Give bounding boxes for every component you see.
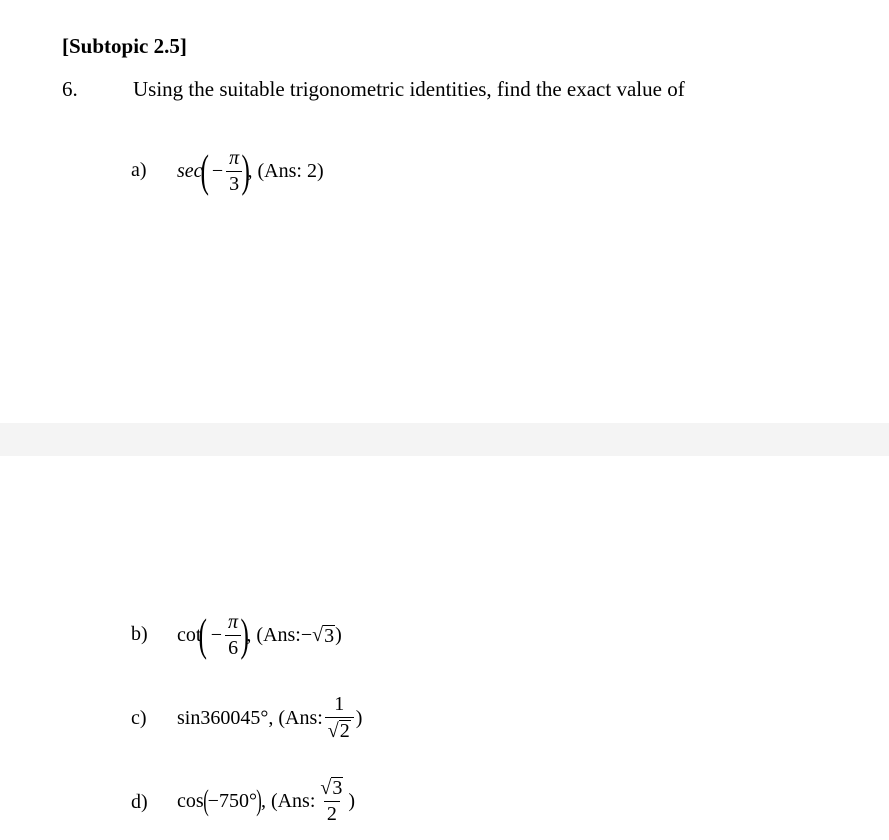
fraction-denominator: 2 [324,801,340,825]
radical-sign: √ [327,720,339,742]
part-a-label: a) [131,159,147,181]
question-number: 6. [62,77,78,101]
part-a-expression [177,140,324,202]
fraction-numerator: 1 [334,693,345,715]
part-b-answer-suffix: ) [335,623,342,646]
part-b-expression [177,604,342,666]
right-paren: ) [256,784,262,817]
part-d-answer-sqrt [320,777,343,799]
radicand: 2 [339,720,350,742]
fraction-denominator: 3 [226,171,242,195]
part-c-answer-sqrt [328,720,351,742]
part-d-expression [177,770,355,832]
radical-sign: √ [320,777,332,799]
left-paren: ( [202,784,209,817]
part-c-func: sin [177,706,201,729]
left-paren: ( [199,145,209,196]
part-c-answer-suffix: ) [355,706,363,729]
part-b-func: cot [177,623,202,646]
part-d-answer-prefix: , (Ans: [260,789,316,812]
fraction-numerator: π [229,146,240,169]
part-c-label: c) [131,707,147,729]
part-a-fraction [226,148,242,195]
fraction-numerator: π [228,610,239,633]
part-c-answer-fraction [325,694,354,742]
part-b-fraction [225,612,241,659]
question-text: Using the suitable trigonometric identities, find the exact value of [133,77,685,101]
fraction-denominator [325,717,354,742]
right-paren: ) [240,609,249,660]
left-paren: ( [198,609,208,660]
part-c-expression [177,688,362,748]
part-b-answer-prefix: , (Ans: [246,623,301,646]
part-d-answer-fraction [317,777,346,825]
radical-sign: √ [312,623,324,646]
part-d-label: d) [131,791,148,813]
part-d-func: cos [177,789,204,812]
right-paren: ) [241,145,251,196]
part-d-arg: −750° [207,789,257,812]
part-b-answer-sqrt [312,624,335,647]
part-c-arg: 360045° [200,706,269,729]
fraction-numerator [317,777,346,801]
minus-sign: − [211,159,224,182]
part-d-answer-suffix: ) [348,789,356,812]
radicand: 3 [332,777,343,799]
page-gap [0,423,889,456]
part-c-answer-prefix: , (Ans: [268,706,323,729]
fraction-denominator: 6 [225,635,241,659]
part-b-answer-minus: − [300,623,313,646]
part-a-answer: , (Ans: 2) [247,159,324,182]
minus-sign: − [210,623,223,646]
radicand: 3 [324,624,335,647]
part-b-label: b) [131,623,148,645]
part-a-func: sec [177,159,203,182]
subtopic-heading: [Subtopic 2.5] [62,34,187,58]
